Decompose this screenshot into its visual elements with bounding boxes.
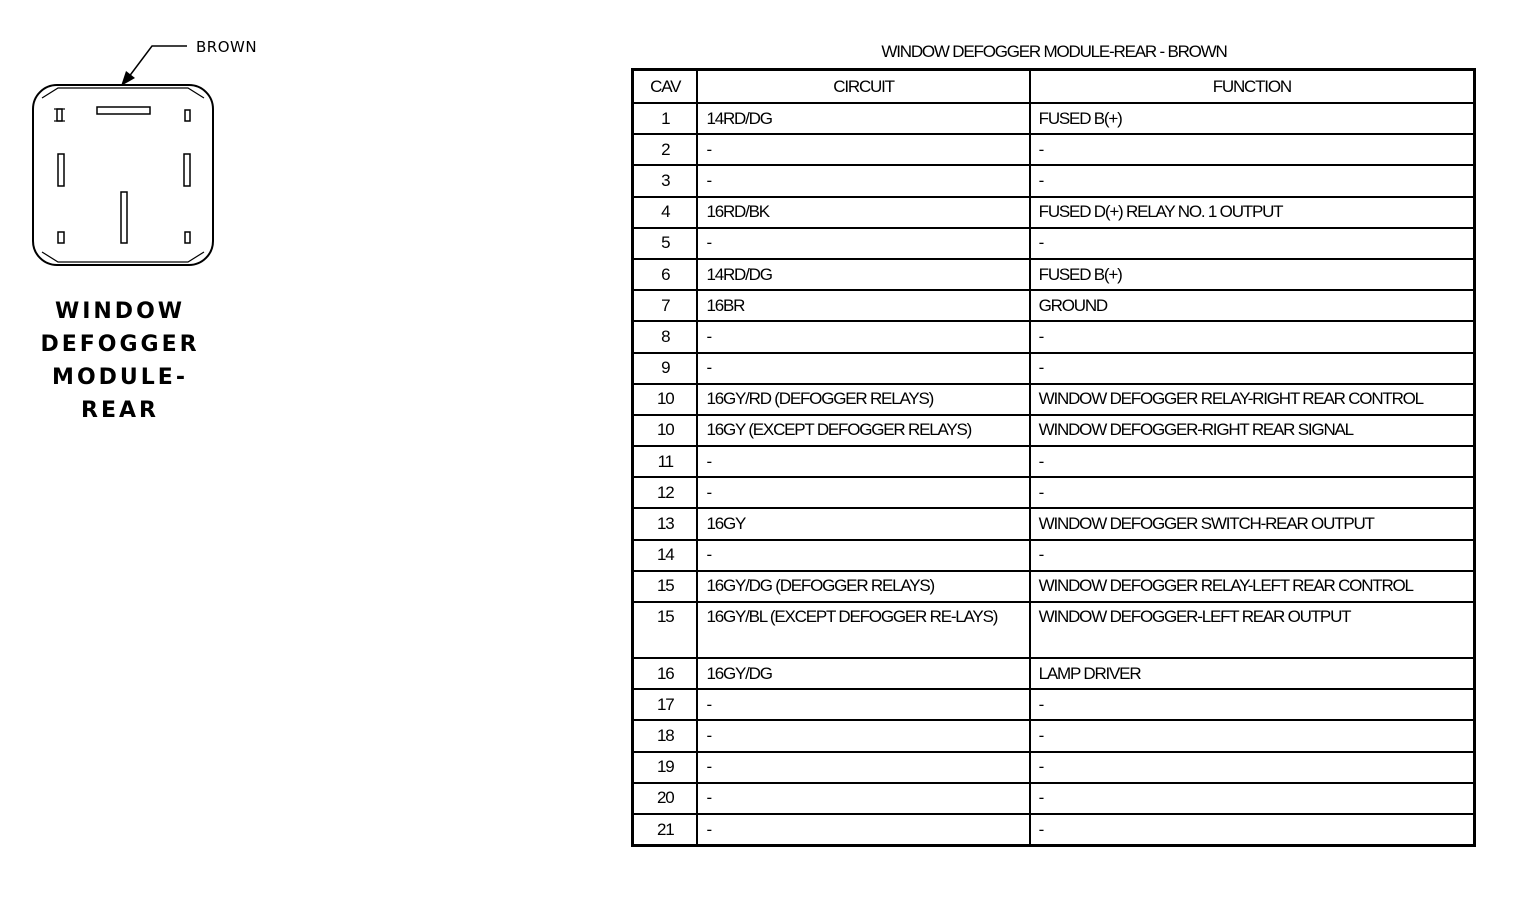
header-function: FUNCTION: [1030, 70, 1475, 104]
table-row: [633, 415, 1475, 446]
function-cell: WINDOW DEFOGGER RELAY-LEFT REAR CONTROL: [1030, 571, 1475, 602]
circuit-cell: 14RD/DG: [697, 259, 1029, 290]
function-cell: -: [1030, 165, 1475, 196]
cav-cell: 13: [633, 508, 698, 539]
table-row: [633, 602, 1475, 658]
cav-cell: 10: [633, 415, 698, 446]
function-cell: WINDOW DEFOGGER RELAY-RIGHT REAR CONTROL: [1030, 384, 1475, 415]
function-cell: FUSED B(+): [1030, 103, 1475, 134]
connector-color-label: BROWN: [196, 38, 258, 56]
table-row: [633, 165, 1475, 196]
cav-cell: 2: [633, 134, 698, 165]
circuit-cell: -: [697, 689, 1029, 720]
function-cell: FUSED D(+) RELAY NO. 1 OUTPUT: [1030, 197, 1475, 228]
function-cell: WINDOW DEFOGGER-LEFT REAR OUTPUT: [1030, 602, 1475, 658]
circuit-cell: -: [697, 321, 1029, 352]
table-row: [633, 384, 1475, 415]
table-row: [633, 752, 1475, 783]
table-row: [633, 197, 1475, 228]
function-cell: LAMP DRIVER: [1030, 658, 1475, 689]
cav-cell: 15: [633, 571, 698, 602]
cav-cell: 15: [633, 602, 698, 658]
function-cell: -: [1030, 814, 1475, 846]
cav-cell: 19: [633, 752, 698, 783]
cav-cell: 18: [633, 720, 698, 751]
circuit-cell: 16GY/DG (DEFOGGER RELAYS): [697, 571, 1029, 602]
function-cell: GROUND: [1030, 290, 1475, 321]
function-cell: FUSED B(+): [1030, 259, 1475, 290]
circuit-cell: -: [697, 134, 1029, 165]
table-row: [633, 814, 1475, 846]
table-row: [633, 658, 1475, 689]
circuit-cell: -: [697, 228, 1029, 259]
circuit-cell: -: [697, 353, 1029, 384]
header-cav: CAV: [633, 70, 698, 104]
cav-cell: 14: [633, 540, 698, 571]
connector-name-line: DEFOGGER: [40, 332, 200, 357]
table-row: [633, 134, 1475, 165]
table-row: [633, 290, 1475, 321]
function-cell: -: [1030, 689, 1475, 720]
circuit-cell: -: [697, 165, 1029, 196]
cav-cell: 3: [633, 165, 698, 196]
table-row: [633, 508, 1475, 539]
function-cell: -: [1030, 477, 1475, 508]
cav-cell: 9: [633, 353, 698, 384]
cav-cell: 8: [633, 321, 698, 352]
table-title: WINDOW DEFOGGER MODULE-REAR - BROWN: [881, 42, 1227, 61]
function-cell: -: [1030, 720, 1475, 751]
cav-cell: 10: [633, 384, 698, 415]
circuit-cell: -: [697, 446, 1029, 477]
function-cell: -: [1030, 321, 1475, 352]
function-cell: -: [1030, 752, 1475, 783]
cav-cell: 4: [633, 197, 698, 228]
connector-name-line: REAR: [81, 398, 159, 423]
cav-cell: 17: [633, 689, 698, 720]
circuit-cell: 16GY/BL (EXCEPT DEFOGGER RE-LAYS): [697, 602, 1029, 658]
circuit-cell: -: [697, 752, 1029, 783]
pinout-table: [631, 68, 1476, 847]
cav-cell: 20: [633, 783, 698, 814]
circuit-cell: 16GY (EXCEPT DEFOGGER RELAYS): [697, 415, 1029, 446]
header-circuit: CIRCUIT: [697, 70, 1029, 104]
function-cell: -: [1030, 134, 1475, 165]
circuit-cell: 16GY/DG: [697, 658, 1029, 689]
circuit-cell: 14RD/DG: [697, 103, 1029, 134]
table-row: [633, 540, 1475, 571]
function-cell: -: [1030, 783, 1475, 814]
table-row: [633, 228, 1475, 259]
connector-diagram: [0, 0, 300, 440]
cav-cell: 11: [633, 446, 698, 477]
circuit-cell: -: [697, 720, 1029, 751]
function-cell: WINDOW DEFOGGER-RIGHT REAR SIGNAL: [1030, 415, 1475, 446]
table-row: [633, 689, 1475, 720]
circuit-cell: -: [697, 783, 1029, 814]
cav-cell: 6: [633, 259, 698, 290]
connector-name: [20, 295, 220, 427]
circuit-cell: -: [697, 477, 1029, 508]
circuit-cell: 16GY/RD (DEFOGGER RELAYS): [697, 384, 1029, 415]
circuit-cell: 16GY: [697, 508, 1029, 539]
table-row: [633, 446, 1475, 477]
cav-cell: 5: [633, 228, 698, 259]
connector-name-line: WINDOW: [54, 299, 186, 324]
function-cell: -: [1030, 446, 1475, 477]
function-cell: -: [1030, 540, 1475, 571]
cav-cell: 7: [633, 290, 698, 321]
table-header-row: [633, 70, 1475, 104]
circuit-cell: -: [697, 814, 1029, 846]
cav-cell: 1: [633, 103, 698, 134]
table-row: [633, 259, 1475, 290]
circuit-cell: 16RD/BK: [697, 197, 1029, 228]
table-row: [633, 720, 1475, 751]
table-row: [633, 321, 1475, 352]
connector-name-line: MODULE-: [52, 365, 188, 390]
table-row: [633, 571, 1475, 602]
circuit-cell: 16BR: [697, 290, 1029, 321]
table-row: [633, 783, 1475, 814]
cav-cell: 12: [633, 477, 698, 508]
table-row: [633, 477, 1475, 508]
function-cell: WINDOW DEFOGGER SWITCH-REAR OUTPUT: [1030, 508, 1475, 539]
table-row: [633, 103, 1475, 134]
circuit-cell: -: [697, 540, 1029, 571]
cav-cell: 21: [633, 814, 698, 846]
function-cell: -: [1030, 228, 1475, 259]
function-cell: -: [1030, 353, 1475, 384]
cav-cell: 16: [633, 658, 698, 689]
table-row: [633, 353, 1475, 384]
